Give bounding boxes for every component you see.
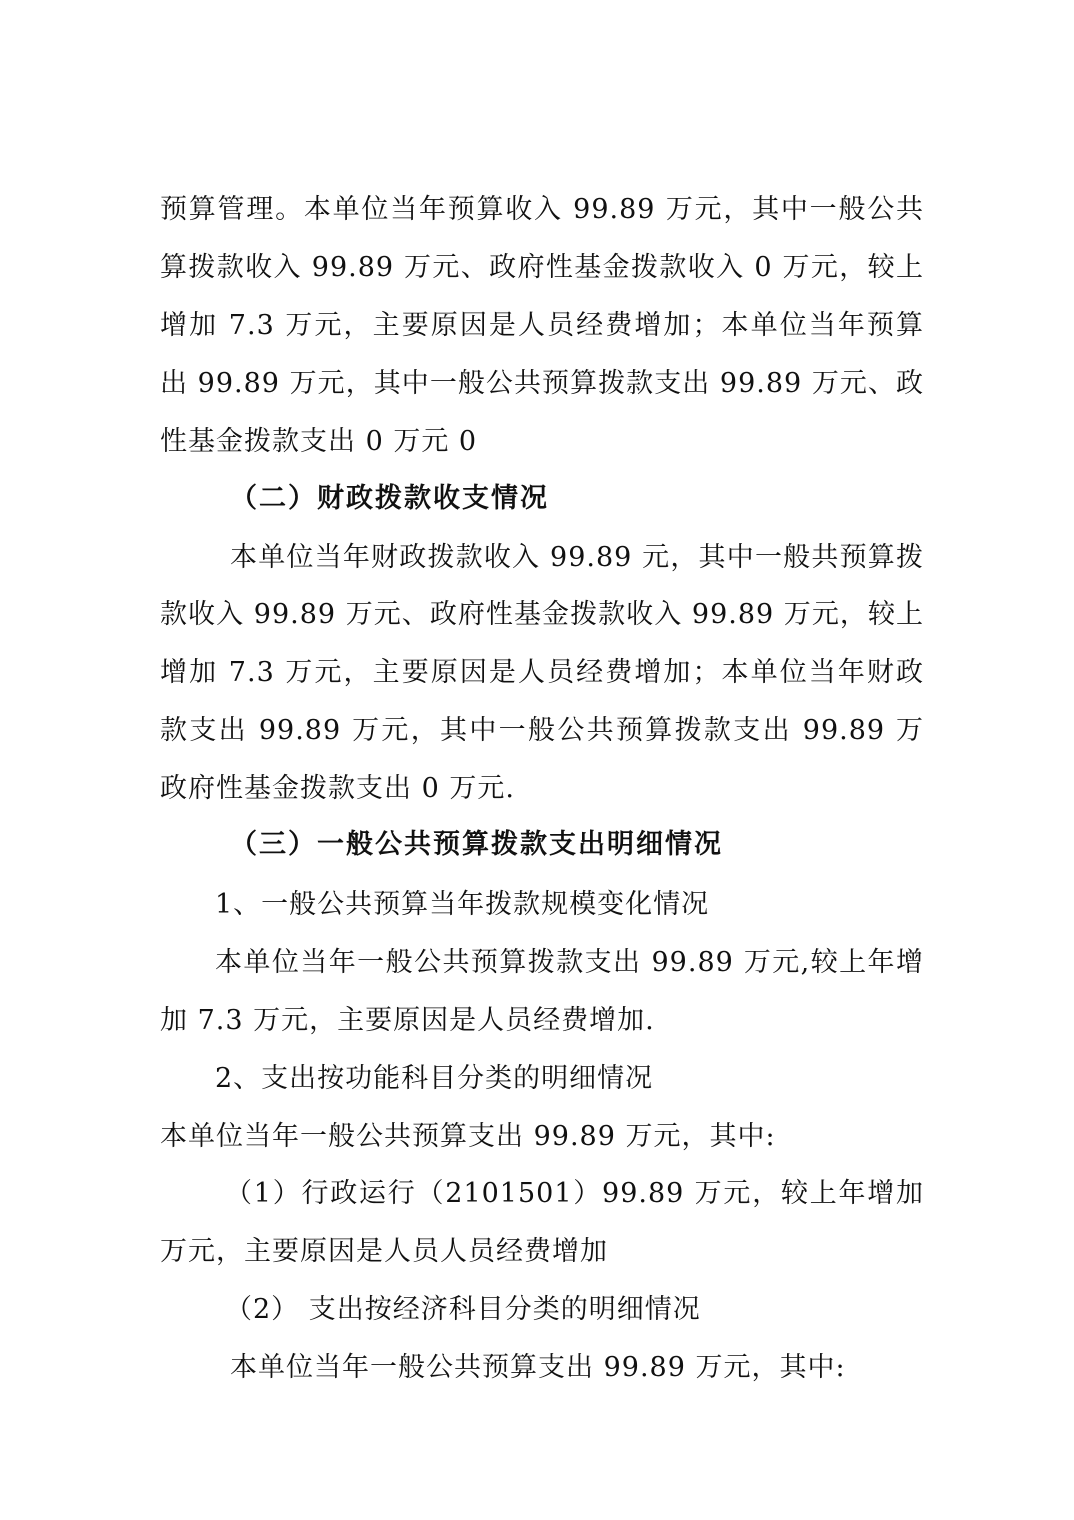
section-heading-2: （二）财政拨款收支情况	[230, 483, 549, 514]
paragraph-line: 性基金拨款支出 0 万元 0	[160, 426, 478, 457]
subheading-2: 2、支出按功能科目分类的明细情况	[215, 1063, 654, 1094]
paragraph-line: 加 7.3 万元，主要原因是人员经费增加.	[160, 1005, 655, 1036]
paragraph-line: 万元，主要原因是人员人员经费增加	[160, 1236, 608, 1267]
paragraph-line: 增加 7.3 万元，主要原因是人员经费增加；本单位当年预算	[160, 310, 924, 341]
paragraph-line: （1）行政运行（2101501）99.89 万元，较上年增加	[225, 1178, 924, 1209]
paragraph-line: 出 99.89 万元，其中一般公共预算拨款支出 99.89 万元、政	[160, 368, 924, 399]
paragraph-line: 算拨款收入 99.89 万元、政府性基金拨款收入 0 万元，较上	[160, 252, 924, 283]
subheading-economic: （2） 支出按经济科目分类的明细情况	[225, 1294, 701, 1325]
section-heading-3: （三）一般公共预算拨款支出明细情况	[230, 829, 723, 860]
paragraph-line: 政府性基金拨款支出 0 万元.	[160, 773, 515, 804]
paragraph-line: 款收入 99.89 万元、政府性基金拨款收入 99.89 万元，较上	[160, 599, 924, 630]
paragraph-line: 增加 7.3 万元，主要原因是人员经费增加；本单位当年财政	[160, 657, 924, 688]
paragraph-line: 预算管理。本单位当年预算收入 99.89 万元，其中一般公共	[160, 194, 924, 225]
paragraph-line: 本单位当年一般公共预算拨款支出 99.89 万元,较上年增	[215, 947, 924, 978]
subheading-1: 1、一般公共预算当年拨款规模变化情况	[215, 889, 710, 920]
paragraph-line: 本单位当年财政拨款收入 99.89 元，其中一般共预算拨	[230, 542, 924, 573]
paragraph-line: 款支出 99.89 万元，其中一般公共预算拨款支出 99.89 万	[160, 715, 924, 746]
paragraph-line: 本单位当年一般公共预算支出 99.89 万元，其中:	[230, 1352, 846, 1383]
paragraph-line: 本单位当年一般公共预算支出 99.89 万元，其中:	[160, 1121, 776, 1152]
